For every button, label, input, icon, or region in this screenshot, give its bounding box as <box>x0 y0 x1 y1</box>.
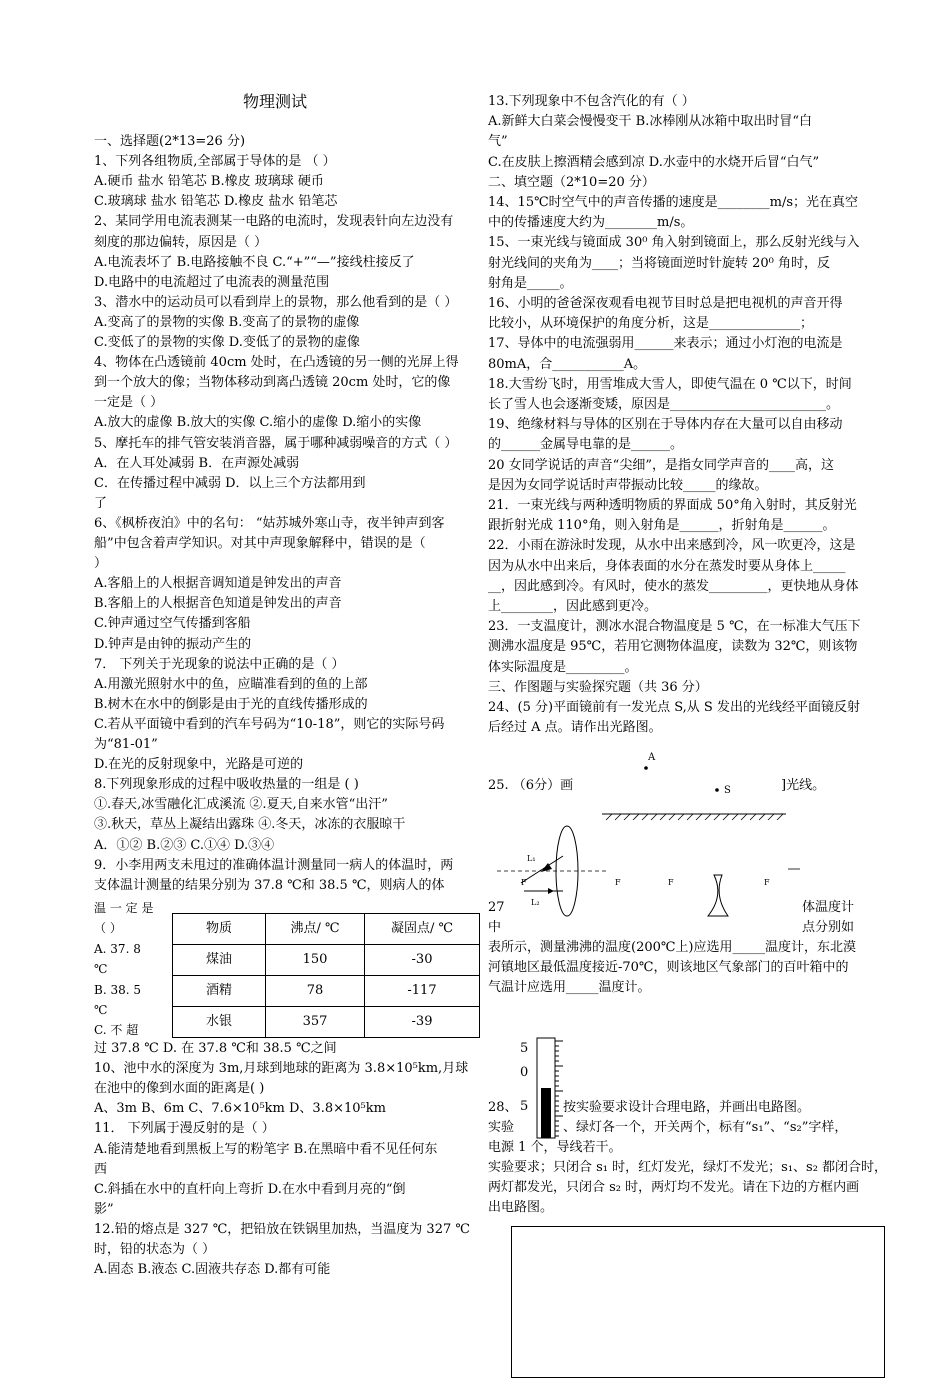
text-line: 过 37.8 ℃ D. 在 37.8 ℃和 38.5 ℃之间 <box>94 1041 337 1056</box>
q28-line-4: 实验要求；只闭合 s₁ 时，红灯发光，绿灯不发光；s₁、s₂ 都闭合时， <box>488 1160 888 1175</box>
text-line: 射角是_____。 <box>488 275 573 291</box>
text-line: 在池中的像到水面的距离是( ) <box>94 1081 265 1097</box>
point-a-label: A <box>648 752 656 763</box>
q27-fragment-b: 中 <box>488 920 502 935</box>
text-line: A.硬币 盐水 铅笔芯 B.橡皮 玻璃球 硬币 <box>94 174 324 190</box>
text-line: ③.秋天，草丛上凝结出露珠 ④.冬天，冰冻的衣服晾干 <box>94 817 406 833</box>
text-line: 12.铅的熔点是 327 ℃，把铅放在铁锅里加热，当温度为 327 ℃ <box>94 1221 470 1237</box>
table-header: 物质 <box>173 914 266 945</box>
text-line: 上________，因此感到更冷。 <box>488 599 658 614</box>
q28-line-1: 按实验要求设计合理电路，并画出电路图。 <box>563 1100 811 1115</box>
text-line: A.客船上的人根据音调知道是钟发出的声音 <box>94 576 342 592</box>
table-cell: 酒精 <box>173 976 266 1007</box>
table-cell: 150 <box>266 945 365 976</box>
text-line: 11． 下列属于漫反射的是（ ） <box>94 1121 275 1137</box>
text-line: 支体温计测量的结果分别为 37.8 ℃和 38.5 ℃，则病人的体 <box>94 877 445 893</box>
text-line: 一定是（ ） <box>94 395 164 411</box>
table-header: 凝固点/ ℃ <box>365 914 480 945</box>
point-s-label: S <box>724 785 731 796</box>
text-line: C.斜插在水中的直杆向上弯折 D.在水中看到月亮的“倒 <box>94 1181 406 1197</box>
text-line: 7． 下列关于光现象的说法中正确的是（ ） <box>94 656 345 672</box>
text-line: 是因为女同学说话时声带振动比较_____的缘故。 <box>488 477 768 493</box>
text-line: A、3m B、6m C、7.6×10⁵km D、3.8×10⁵km <box>94 1101 386 1117</box>
text-line: 一、选择题(2*13=26 分) <box>94 134 246 149</box>
q27-line-2: 河镇地区最低温度接近-70℃，则该地区气象部门的百叶箱中的 <box>488 960 849 975</box>
text-line: 18.大雪纷飞时，用雪堆成大雪人，即使气温在 0 ℃以下，时间 <box>488 376 852 392</box>
tick-label-top: 5 <box>520 1041 529 1056</box>
text-line: A．在人耳处减弱 B．在声源处减弱 <box>94 455 300 471</box>
text-line: A.电流表坏了 B.电路接触不良 C.“+”“—”接线柱接反了 <box>94 254 415 270</box>
text-line: 10、池中水的深度为 3m,月球到地球的距离为 3.8×10⁵km,月球 <box>94 1061 469 1077</box>
q27-number: 27 <box>488 900 505 915</box>
text-line: 8.下列现象形成的过程中吸收热量的一组是 ( ) <box>94 777 359 793</box>
text-line: 4、物体在凸透镜前 40cm 处时，在凸透镜的另一侧的光屏上得 <box>94 355 459 371</box>
q28-number: 28、 <box>488 1100 518 1115</box>
label-l1: L₁ <box>527 854 536 863</box>
text-line: 后经过 A 点。请作出光路图。 <box>488 720 662 736</box>
label-f2: F <box>615 878 621 887</box>
text-line: A.新鲜大白菜会慢慢变干 B.冰棒刚从冰箱中取出时冒“白 <box>488 114 812 130</box>
text-line: A.用激光照射水中的鱼，应瞄准看到的鱼的上部 <box>94 676 368 692</box>
text-line: 14、15℃时空气中的声音传播的速度是________m/s；光在真空 <box>488 195 859 210</box>
page-title: 物理测试 <box>243 92 308 111</box>
text-line: 刻度的那边偏转，原因是（ ） <box>94 234 268 250</box>
q9-wrap-line: C. 不 超 <box>94 1023 139 1037</box>
table-cell: -39 <box>365 1007 480 1038</box>
text-line: B.树木在水中的倒影是由于光的直线传播形成的 <box>94 696 368 712</box>
text-line: 6、《枫桥夜泊》中的名句： “姑苏城外寒山寺，夜半钟声到客 <box>94 515 445 531</box>
tick-label-bottom: 5 <box>520 1099 529 1114</box>
table-cell: 水银 <box>173 1007 266 1038</box>
text-line: A.变高了的景物的实像 B.变高了的景物的虚像 <box>94 314 360 330</box>
text-line: D.在光的反射现象中，光路是可逆的 <box>94 757 304 773</box>
table-cell: 煤油 <box>173 945 266 976</box>
text-line: ①.春天,冰雪融化汇成溪流 ②.夏天,自来水管“出汗” <box>94 797 388 813</box>
text-line: 19、绝缘材料与导体的区别在于导体内存在大量可以自由移动 <box>488 417 843 433</box>
text-line: 中的传播速度大约为________m/s。 <box>488 215 694 231</box>
text-line: 24、(5 分)平面镜前有一发光点 S,从 S 发出的光线经平面镜反射 <box>488 700 860 715</box>
text-line: 16、小明的爸爸深夜观看电视节目时总是把电视机的声音开得 <box>488 296 843 311</box>
q27-fragment-c: 点分别如 <box>802 920 855 935</box>
text-line: 2、某同学用电流表测某一电路的电流时，发现表针向左边没有 <box>94 214 454 230</box>
thermometer-ticks <box>555 1041 563 1136</box>
q28-line-2: 、绿灯各一个，开关两个，标有“s₁”、“s₂”字样， <box>563 1120 848 1135</box>
text-line: 射光线间的夹角为____；当将镜面逆时针旋转 20⁰ 角时，反 <box>488 255 831 271</box>
text-line: A.能清楚地看到黑板上写的粉笔字 B.在黑暗中看不见任何东 <box>94 1141 438 1157</box>
label-f1: F <box>521 878 527 887</box>
text-line: 21．一束光线与两种透明物质的界面成 50°角入射时，其反射光 <box>488 498 857 513</box>
text-line: D.钟声是由钟的振动产生的 <box>94 636 252 652</box>
text-line: C.钟声通过空气传播到客船 <box>94 616 251 632</box>
q28-line-3: 电源 1 个，导线若干。 <box>488 1140 622 1155</box>
q9-wrap-line: （ ） <box>94 921 122 935</box>
text-line: 20 女同学说话的声音“尖细”，是指女同学声音的____高，这 <box>488 457 834 473</box>
text-line: A.放大的虚像 B.放大的实像 C.缩小的虚像 D.缩小的实像 <box>94 415 422 431</box>
text-line: C.在皮肤上擦酒精会感到凉 D.水壶中的水烧开后冒“白气” <box>488 154 820 170</box>
thermometer-liquid <box>541 1088 551 1138</box>
circuit-answer-box[interactable] <box>511 1226 885 1378</box>
text-line: D.电路中的电流超过了电流表的测量范围 <box>94 274 330 290</box>
text-line: 二、填空题（2*10=20 分） <box>488 174 655 190</box>
q27-fragment-a: 体温度计 <box>802 900 855 915</box>
text-line: 西 <box>94 1161 108 1177</box>
text-line: 跟折射光成 110°角，则入射角是______，折射角是______。 <box>488 518 836 534</box>
text-line: 时，铅的状态为（ ） <box>94 1242 216 1257</box>
table-cell: 78 <box>266 976 365 1007</box>
text-line: 9．小李用两支未甩过的准确体温计测量同一病人的体温时，两 <box>94 857 454 873</box>
text-line: 三、作图题与实验探究题（共 36 分） <box>488 679 708 695</box>
q9-wrap-line: 温 一 定 是 <box>94 901 154 915</box>
table-cell: -30 <box>365 945 480 976</box>
text-line: 体实际温度是_________。 <box>488 659 638 675</box>
q25-label: 25. （6分）画 <box>488 778 574 793</box>
q27-line-1: 表所示，测量沸沸的温度(200℃上)应选用_____温度计，东北漠 <box>488 940 856 955</box>
table-cell: -117 <box>365 976 480 1007</box>
text-line: C.若从平面镜中看到的汽车号码为“10-18”，则它的实际号码 <box>94 716 445 732</box>
text-line: 气” <box>488 134 508 150</box>
label-l2: L₂ <box>531 898 540 907</box>
text-line: C．在传播过程中减弱 D．以上三个方法都用到 <box>94 475 366 491</box>
q25-tail: ]光线。 <box>781 778 826 793</box>
label-f3: F <box>668 878 674 887</box>
text-line: 到一个放大的像；当物体移动到离凸透镜 20cm 处时，它的像 <box>94 375 451 391</box>
text-line: 了 <box>94 495 108 511</box>
text-line: 5、摩托车的排气管安装消音器，属于哪种减弱噪音的方式（ ） <box>94 435 458 451</box>
q9-wrap-line: B. 38. 5 <box>94 983 141 997</box>
q27-line-3: 气温计应选用_____温度计。 <box>488 980 651 995</box>
text-line: B.客船上的人根据音色知道是钟发出的声音 <box>94 596 342 612</box>
text-line: 因为从水中出来后，身体表面的水分在蒸发时要从身体上_____ <box>488 558 846 574</box>
text-line: 的______金属导电靠的是______。 <box>488 437 684 453</box>
text-line: C.玻璃球 盐水 铅笔芯 D.橡皮 盐水 铅笔芯 <box>94 194 338 210</box>
text-line: 15、一束光线与镜面成 30⁰ 角入射到镜面上，那么反射光线与入 <box>488 235 860 251</box>
q9-wrap-line: A. 37. 8 <box>94 942 141 956</box>
q28-line-5: 两灯都发光，只闭合 s₂ 时，两灯均不发光。请在下边的方框内画 <box>488 1180 860 1195</box>
text-line: A．①② B.②③ C.①④ D.③④ <box>94 837 275 853</box>
tick-label-mid: 0 <box>520 1065 529 1080</box>
q9-wrap-line: ℃ <box>94 962 108 976</box>
text-line: 3、潜水中的运动员可以看到岸上的景物，那么他看到的是（ ） <box>94 294 458 310</box>
text-line: A.固态 B.液态 C.固液共存态 D.都有可能 <box>94 1262 331 1278</box>
text-line: ） <box>94 556 108 572</box>
text-line: __，因此感到冷。有风时，使水的蒸发_________，更快地从身体 <box>488 578 859 594</box>
q9-wrap-line: ℃ <box>94 1003 108 1017</box>
text-line: 23．一支温度计，测冰水混合物温度是 5 ℃，在一标准大气压下 <box>488 619 861 635</box>
text-line: 为“81-01” <box>94 737 158 752</box>
text-line: 船”中包含着声学知识。对其中声现象解释中，错误的是（ <box>94 536 426 551</box>
q28-line-6: 出电路图。 <box>488 1200 554 1215</box>
text-line: 80mA，合___________A。 <box>488 356 647 372</box>
text-line: 13.下列现象中不包含汽化的有（ ） <box>488 94 695 109</box>
text-line: C.变低了的景物的实像 D.变低了的景物的虚像 <box>94 335 360 350</box>
text-line: 22．小雨在游泳时发现，从水中出来感到冷，风一吹更冷，这是 <box>488 538 856 554</box>
text-line: 测沸水温度是 95℃，若用它测物体温度，读数为 32℃，则该物 <box>488 639 858 655</box>
q28-fragment: 实验 <box>488 1120 515 1135</box>
text-line: 17、导体中的电流强弱用______来表示；通过小灯泡的电流是 <box>488 336 843 352</box>
text-line: 1、下列各组物质,全部属于导体的是 （ ） <box>94 154 336 170</box>
text-line: 长了雪人也会逐渐变矮，原因是________________________。 <box>488 397 840 412</box>
text-line: 影” <box>94 1201 114 1217</box>
text-line: 比较小，从环境保护的角度分析，这是______________； <box>488 316 814 332</box>
table-header: 沸点/ ℃ <box>266 914 365 945</box>
table-cell: 357 <box>266 1007 365 1038</box>
label-f4: F <box>764 878 770 887</box>
